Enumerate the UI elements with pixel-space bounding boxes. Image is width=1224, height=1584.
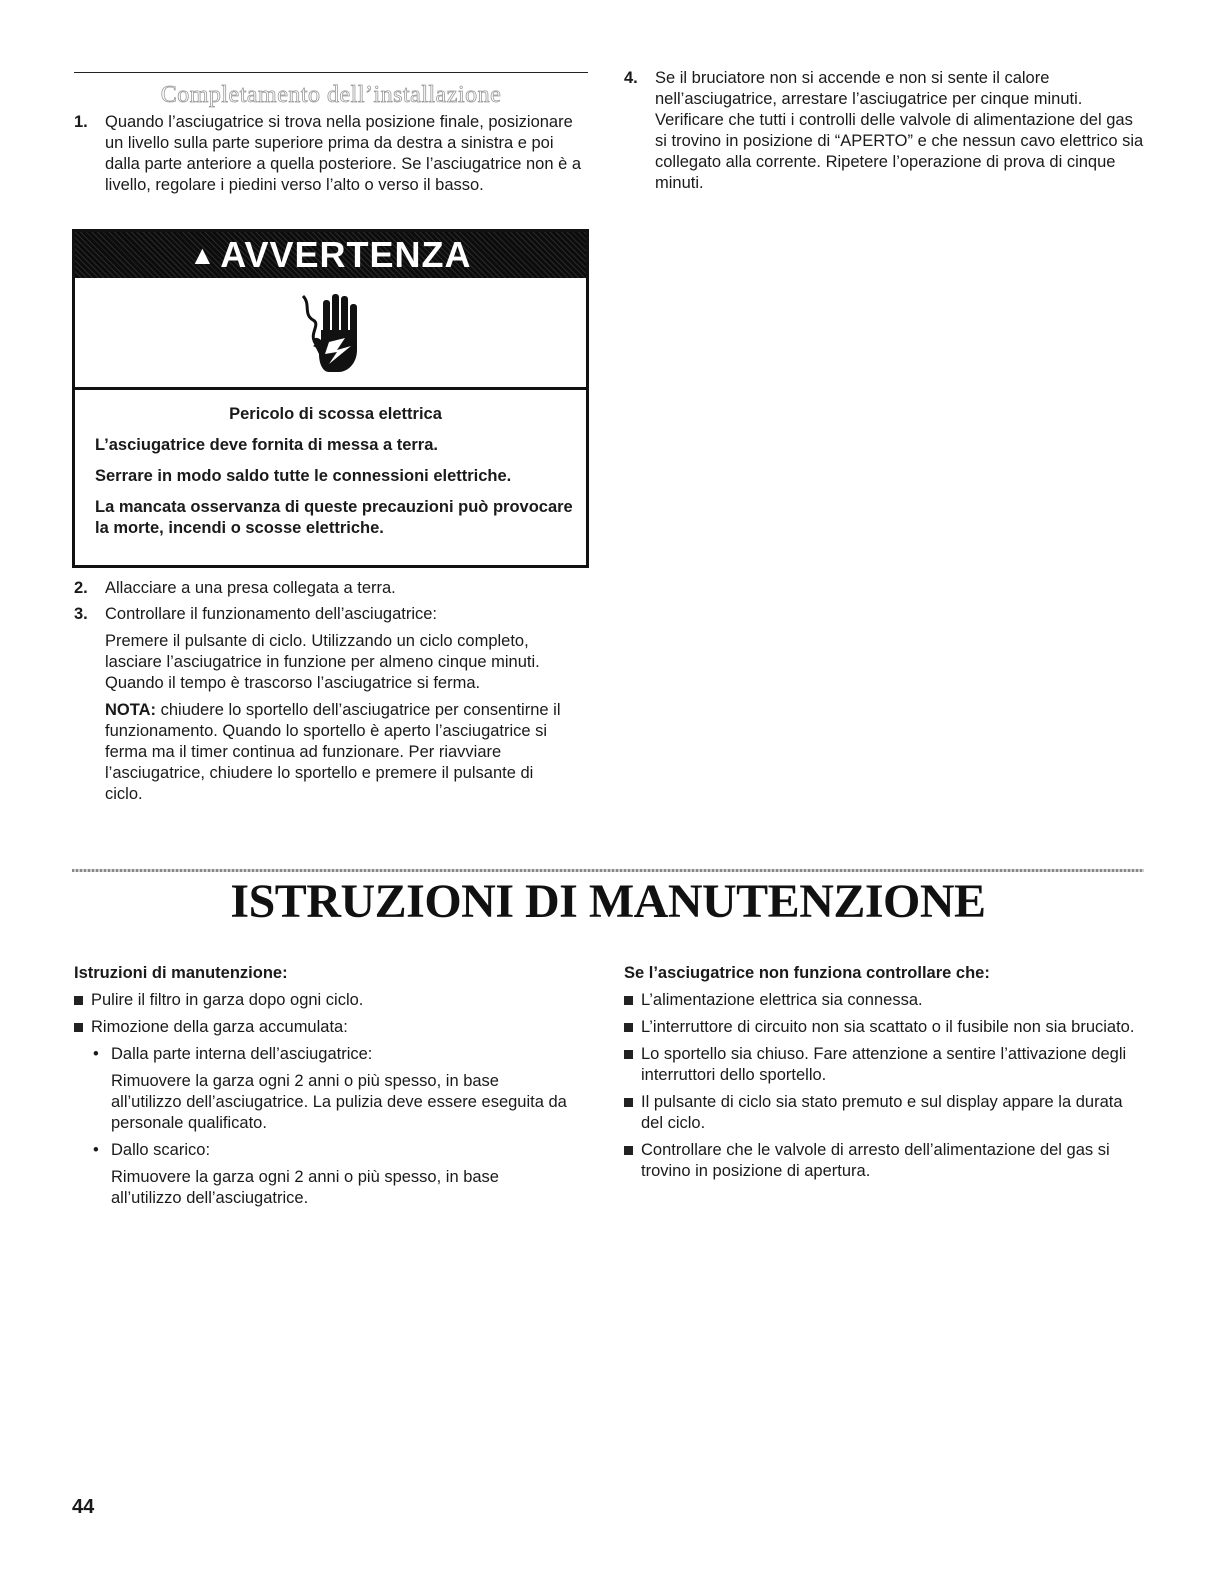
installation-section xyxy=(74,72,588,201)
square-bullet-icon xyxy=(74,1023,83,1032)
column-heading: Istruzioni di manutenzione: xyxy=(74,964,288,982)
square-bullet-icon xyxy=(624,996,633,1005)
warning-triangle-icon: ▲ xyxy=(189,239,217,270)
troubleshooting-checklist xyxy=(624,963,1144,1188)
item-number: 4. xyxy=(624,69,638,87)
sub-list-item xyxy=(74,1044,574,1065)
item-text: Se il bruciatore non si accende e non si sente il calore nell’asciugatrice, arrestare l’asciugatrice per cinque minuti. Verificare che tutti i controlli delle valvole di alimentazione del gas si trovino in posizione di “APERTO” e che nessun cavo elettrico sia collegato alla corrente. Ripetere l’operazione di prova di cinque minuti. xyxy=(655,69,1144,192)
warning-line-hazard: Pericolo di scossa elettrica xyxy=(229,405,442,423)
list-item xyxy=(624,1017,1144,1038)
item-text: Quando l’asciugatrice si trova nella posizione finale, posizionare un livello sulla parte superiore prima da destra a sinistra e poi dalla parte anteriore a quella posteriore. Se l’asciugatrice non è a livello, regolare i piedini verso l’alto o verso il basso. xyxy=(105,113,582,194)
item-text: Allacciare a una presa collegata a terra. xyxy=(105,579,396,597)
item-text: Dalla parte interna dell’asciugatrice: xyxy=(111,1045,373,1063)
warning-header xyxy=(75,232,586,278)
maintenance-title: ISTRUZIONI DI MANUTENZIONE xyxy=(230,875,986,928)
warning-icon-area xyxy=(75,278,586,390)
list-item xyxy=(74,604,574,805)
item-number: 1. xyxy=(74,113,88,131)
square-bullet-icon xyxy=(74,996,83,1005)
sub-item-paragraph: Rimuovere la garza ogni 2 anni o più spesso, in base all’utilizzo dell’asciugatrice. La pulizia deve essere eseguita da personale qualificato. xyxy=(111,1072,567,1132)
section-title: Completamento dell’installazione xyxy=(160,82,502,108)
sub-item-paragraph: Rimuovere la garza ogni 2 anni o più spesso, in base all’utilizzo dell’asciugatrice. xyxy=(111,1168,499,1207)
dot-bullet-icon: • xyxy=(93,1141,99,1159)
maintenance-instructions xyxy=(74,963,574,1215)
installation-steps-continued xyxy=(74,578,574,810)
list-item xyxy=(74,1017,574,1038)
note-text: chiudere lo sportello dell’asciugatrice per consentirne il funzionamento. Quando lo sportello è aperto l’asciugatrice si ferma ma il timer continua ad funzionare. Per riavviare l’asciugatrice, chiudere lo sportello e premere il pulsante di ciclo. xyxy=(105,701,561,803)
item-text: Rimozione della garza accumulata: xyxy=(91,1018,348,1036)
item-text: Lo sportello sia chiuso. Fare attenzione a sentire l’attivazione degli interruttori dello sportello. xyxy=(641,1045,1127,1084)
list-item xyxy=(74,112,588,196)
warning-line-connections: Serrare in modo saldo tutte le connessioni elettriche. xyxy=(95,467,512,485)
list-item xyxy=(74,578,574,599)
electric-shock-hand-icon xyxy=(299,290,363,376)
note-paragraph xyxy=(105,700,574,805)
square-bullet-icon xyxy=(624,1023,633,1032)
list-item xyxy=(74,990,574,1011)
list-item xyxy=(624,1140,1144,1182)
item-text: L’interruttore di circuito non sia scattato o il fusibile non sia bruciato. xyxy=(641,1018,1135,1036)
list-item xyxy=(624,1044,1144,1086)
item-text: L’alimentazione elettrica sia connessa. xyxy=(641,991,923,1009)
page-number: 44 xyxy=(72,1496,95,1518)
warning-line-consequence: La mancata osservanza di queste precauzioni può provocare la morte, incendi o scosse elettriche. xyxy=(95,498,573,537)
item-paragraph: Premere il pulsante di ciclo. Utilizzando un ciclo completo, lasciare l’asciugatrice in funzione per almeno cinque minuti. Quando il tempo è trascorso l’asciugatrice si ferma. xyxy=(105,632,540,692)
item-number: 3. xyxy=(74,605,88,623)
item-text: Controllare il funzionamento dell’asciugatrice: xyxy=(105,605,438,623)
list-item xyxy=(624,68,1144,194)
list-item xyxy=(624,1092,1144,1134)
warning-title: AVVERTENZA xyxy=(220,234,472,275)
column-heading: Se l’asciugatrice non funziona controllare che: xyxy=(624,964,990,982)
list-item xyxy=(624,990,1144,1011)
item-text: Controllare che le valvole di arresto dell’alimentazione del gas si trovino in posizione di apertura. xyxy=(641,1141,1110,1180)
warning-box xyxy=(72,229,589,568)
installation-step-4 xyxy=(624,68,1144,199)
square-bullet-icon xyxy=(624,1050,633,1059)
item-text: Il pulsante di ciclo sia stato premuto e sul display appare la durata del ciclo. xyxy=(641,1093,1123,1132)
warning-text xyxy=(75,390,586,539)
note-label: NOTA: xyxy=(105,701,157,719)
warning-line-ground: L’asciugatrice deve fornita di messa a terra. xyxy=(95,436,438,454)
item-text: Dallo scarico: xyxy=(111,1141,211,1159)
square-bullet-icon xyxy=(624,1146,633,1155)
item-number: 2. xyxy=(74,579,88,597)
square-bullet-icon xyxy=(624,1098,633,1107)
item-text: Pulire il filtro in garza dopo ogni ciclo. xyxy=(91,991,364,1009)
dot-bullet-icon: • xyxy=(93,1045,99,1063)
sub-list-item xyxy=(74,1140,574,1161)
section-rule xyxy=(74,72,588,73)
section-divider xyxy=(72,869,1144,872)
